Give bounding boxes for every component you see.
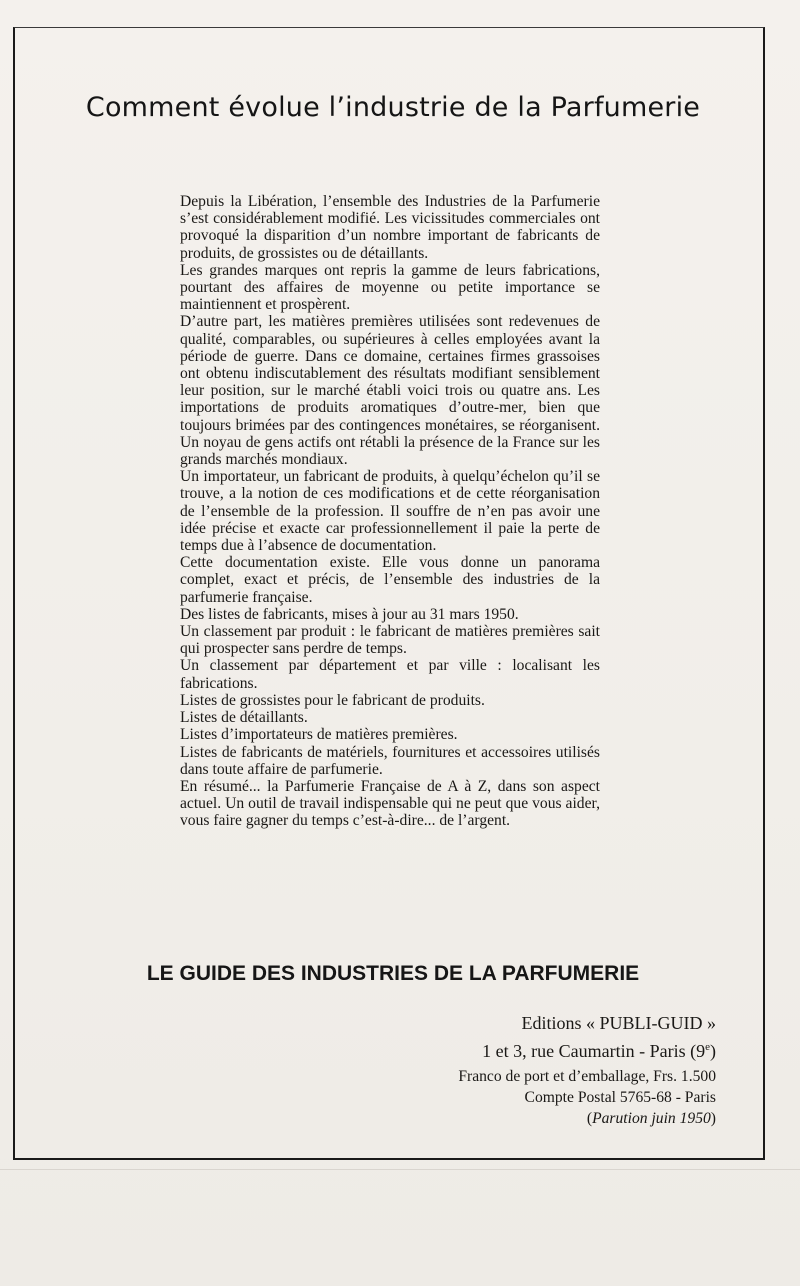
paragraph: Listes de fabricants de matériels, fournitures et accessoires utilisés dans toute affaire de parfumerie. <box>180 743 600 778</box>
paragraph: Depuis la Libération, l’ensemble des Industries de la Parfumerie s’est considérablement modifié. Les vicissitudes commerciales ont provoqué la disparition d’un nombre important de fabricants de produits, de grossistes ou de détaillants. <box>180 193 600 262</box>
publisher-block <box>458 1012 716 1129</box>
paragraph: Les grandes marques ont repris la gamme de leurs fabrications, pourtant des affaires de moyenne ou petite importance se maintiennent et prospèrent. <box>180 261 600 314</box>
address-text: 1 et 3, rue Caumartin - Paris (9 <box>482 1041 706 1061</box>
address-superscript: e <box>705 1041 710 1053</box>
paragraph: Listes de grossistes pour le fabricant de produits. <box>180 691 485 709</box>
paragraph: Cette documentation existe. Elle vous donne un panorama complet, exact et précis, de l’ensemble des industries de la parfumerie française. <box>180 554 600 606</box>
parution-open: ( <box>586 1110 593 1127</box>
paragraph: Un importateur, un fabricant de produits, à quelqu’échelon qu’il se trouve, a la notion de ces modifications et de cette réorganisation de l’ensemble de la profession. Il souffre de n’en pas avoir une idée précise et exacte car professionnellement il paie la perte de temps due à l’absence de documentation. <box>180 468 600 555</box>
paragraph: Un classement par département et par ville : localisant les fabrications. <box>180 657 600 692</box>
guide-title: LE GUIDE DES INDUSTRIES DE LA PARFUMERIE <box>146 962 640 985</box>
parution-text: Parution juin 1950 <box>592 1110 711 1127</box>
article-body <box>180 193 600 830</box>
paragraph: D’autre part, les matières premières utilisées sont redevenues de qualité, comparables, ou supérieures à celles employées avant la période de guerre. Dans ce domaine, certaines firmes grassoises ont obtenu indiscutablement des résultats modifiant sensiblement leur position, sur le marché établi voici trois ou quatre ans. Les importations de produits aromatiques d’outre-mer, bien que toujours brimées par des contingences monétaires, se réorganisent. Un noyau de gens actifs ont rétabli la présence de la France sur les grands marchés mondiaux. <box>180 313 600 469</box>
paragraph: Un classement par produit : le fabricant de matières premières sait qui prospecter sans perdre de temps. <box>180 623 600 658</box>
publisher-shipping: Franco de port et d’emballage, Frs. 1.500 <box>458 1068 716 1085</box>
paragraph: En résumé... la Parfumerie Française de A à Z, dans son aspect actuel. Un outil de travail indispensable qui ne peut que vous aider, vous faire gagner du temps c’est-à-dire... de l’argent. <box>180 777 600 830</box>
address-close: ) <box>710 1041 716 1061</box>
page-title: Comment évolue l’industrie de la Parfumerie <box>85 92 701 123</box>
page-edge-line <box>0 1169 800 1170</box>
publication-date <box>458 1108 716 1129</box>
parution-close: ) <box>710 1110 716 1127</box>
publisher-name: Editions « PUBLI-GUID » <box>521 1013 716 1033</box>
paragraph: Listes d’importateurs de matières premières. <box>180 726 458 744</box>
publisher-address <box>458 1035 716 1063</box>
publisher-postal-account: Compte Postal 5765-68 - Paris <box>524 1089 716 1106</box>
paragraph: Listes de détaillants. <box>180 709 308 727</box>
paragraph: Des listes de fabricants, mises à jour au 31 mars 1950. <box>180 605 519 623</box>
